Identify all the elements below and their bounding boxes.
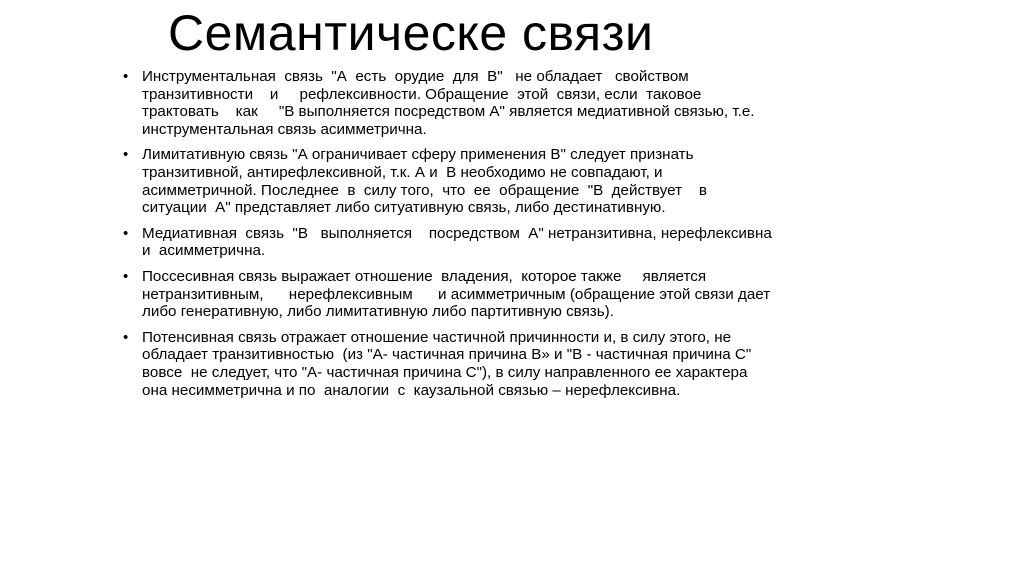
bullet-line: Потенсивная связь отражает отношение частичной причинности и, в силу этого, не (142, 328, 732, 346)
bullet-line: она несимметрична и по аналогии с каузальной связью – нерефлексивна. (142, 381, 681, 399)
bullet-item (120, 68, 900, 138)
bullet-line: ситуации А" представляет либо ситуативную связь, либо дестинативную. (142, 199, 666, 217)
bullet-item (120, 329, 900, 399)
bullet-item (120, 146, 900, 216)
slide-title: Семантическе связи (168, 5, 654, 61)
bullet-line: вовсе не следует, что "А- частичная причина С"), в силу направленного ее характера (142, 363, 748, 381)
bullet-line: инструментальная связь асимметрична. (142, 120, 427, 138)
bullet-line: Медиативная связь "В выполняется посредством А" нетранзитивна, нерефлексивна (142, 224, 772, 242)
bullet-line: Лимитативную связь "А ограничивает сферу применения В" следует признать (142, 146, 694, 164)
bullet-dot-icon: • (123, 68, 129, 85)
bullet-line: и асимметрична. (142, 242, 266, 260)
bullet-item (120, 225, 900, 260)
bullet-dot-icon: • (123, 267, 129, 285)
bullet-line: Поссесивная связь выражает отношение владения, которое также является (142, 267, 707, 285)
bullet-dot-icon: • (123, 328, 129, 346)
bullet-line: трактовать как "В выполняется посредством А" является медиативной связью, т.е. (142, 103, 755, 121)
bullet-dot-icon: • (123, 146, 129, 164)
bullet-line: асимметричной. Последнее в силу того, что ее обращение "В действует в (142, 181, 708, 199)
bullet-line: либо генеративную, либо лимитативную либо партитивную связь). (142, 303, 614, 321)
bullet-list (120, 68, 900, 407)
bullet-line: Инструментальная связь "А есть орудие для В" не обладает свойством (142, 68, 689, 85)
bullet-line: транзитивной, антирефлексивной, т.к. А и В необходимо не совпадают, и (142, 163, 663, 181)
bullet-line: нетранзитивным, нерефлексивным и асимметричным (обращение этой связи дает (142, 285, 771, 303)
bullet-line: транзитивности и рефлексивности. Обращение этой связи, если таковое (142, 85, 702, 103)
bullet-dot-icon: • (123, 224, 129, 242)
bullet-line: обладает транзитивностью (из "А- частичная причина В» и "В - частичная причина С" (142, 346, 752, 364)
bullet-item (120, 268, 900, 321)
